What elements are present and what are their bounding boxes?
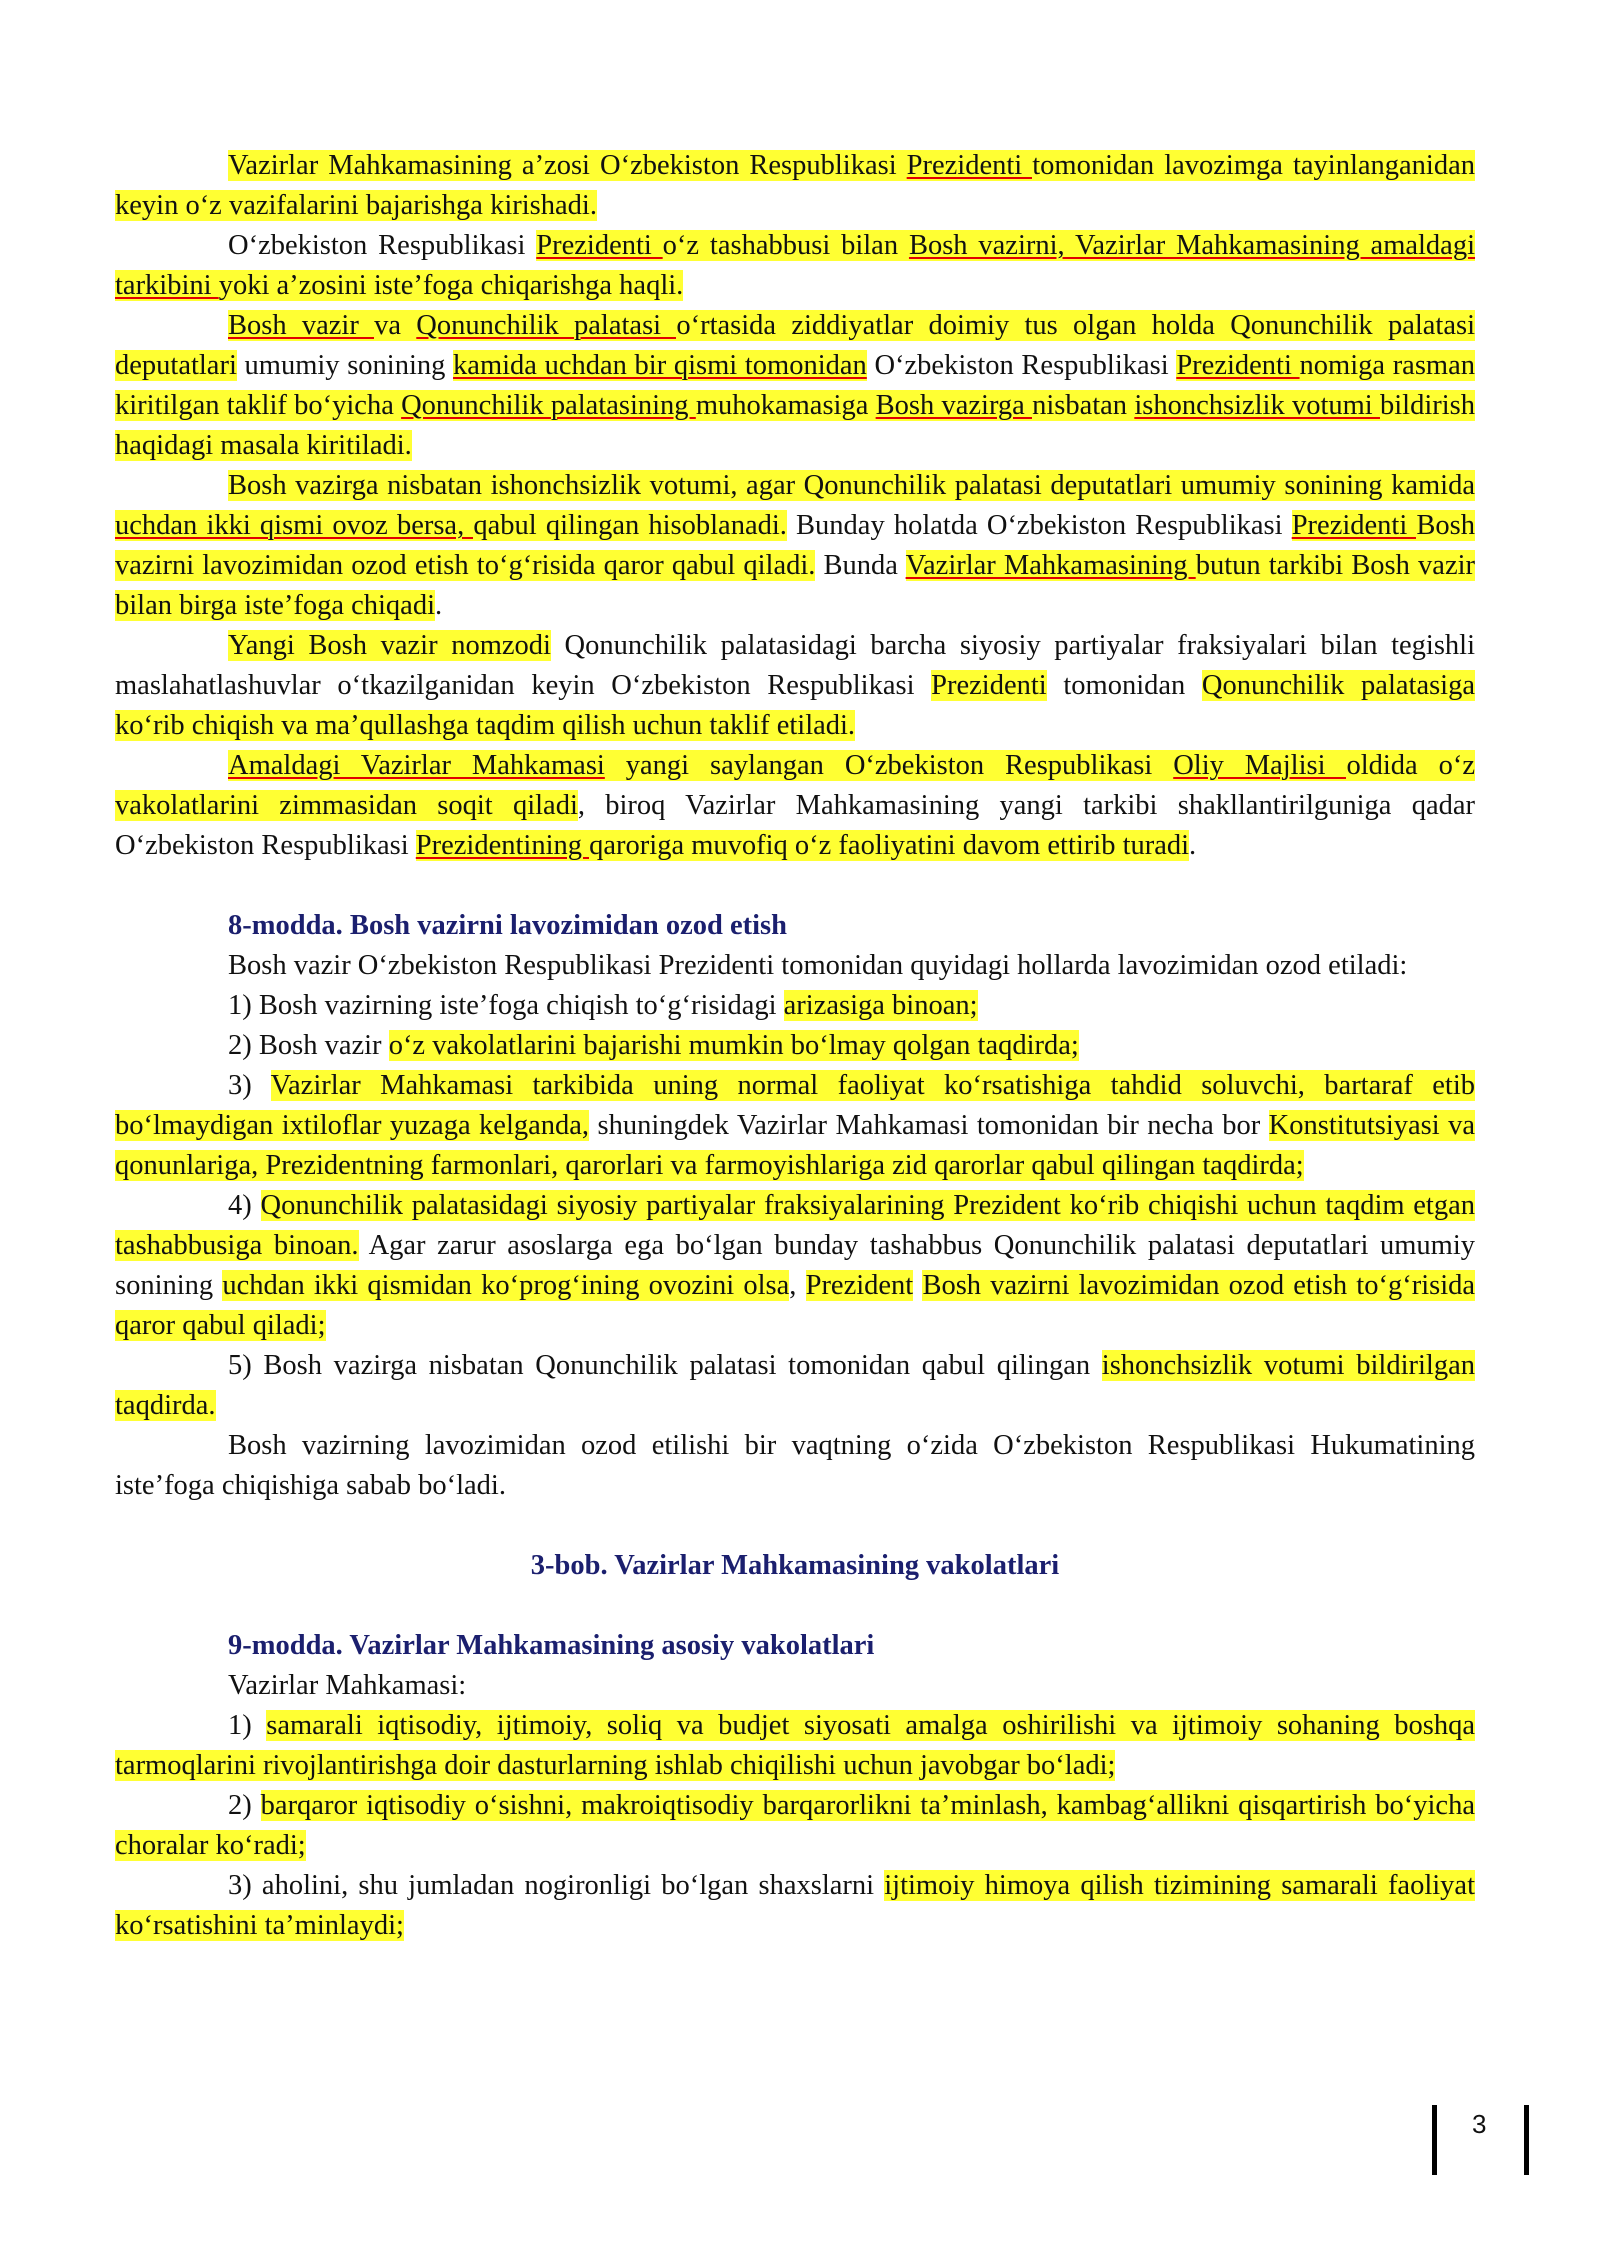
document-page [115,146,1475,1946]
chapter-heading: 3-bob. Vazirlar Mahkamasining vakolatlari [530,1550,1060,1581]
paragraph: Bosh vazir va Qonunchilik palatasi o‘rtasida ziddiyatlar doimiy tus olgan holda Qonunchilik palatasi deputatlari umumiy sonining kamida uchdan bir qismi tomonidan O‘zbekiston Respublikasi Prezidenti nomiga rasman kiritilgan taklif bo‘yicha Qonunchilik palatasining muhokamasiga Bosh vazirga nisbatan ishonchsizlik votumi bildirish haqidagi masala kiritiladi. [115,310,1475,461]
list-item: 1) Bosh vazirning iste’foga chiqish to‘g‘risidagi arizasiga binoan; [228,990,978,1021]
paragraph: Vazirlar Mahkamasi: [228,1670,467,1701]
paragraph: Bosh vazirning lavozimidan ozod etilishi bir vaqtning o‘zida O‘zbekiston Respublikasi Hukumatining iste’foga chiqishiga sabab bo‘ladi. [115,1430,1475,1501]
paragraph: O‘zbekiston Respublikasi Prezidenti o‘z tashabbusi bilan Bosh vazirni, Vazirlar Mahkamasining amaldagi tarkibini yoki a’zosini iste’foga chiqarishga haqli. [115,230,1476,301]
paragraph: Amaldagi Vazirlar Mahkamasi yangi saylangan O‘zbekiston Respublikasi Oliy Majlisi oldida o‘z vakolatlarini zimmasidan soqit qiladi, biroq Vazirlar Mahkamasining yangi tarkibi shakllantirilguniga qadar O‘zbekiston Respublikasi Prezidentining qaroriga muvofiq o‘z faoliyatini davom ettirib turadi. [115,750,1475,861]
list-item: 4) Qonunchilik palatasidagi siyosiy partiyalar fraksiyalarining Prezident ko‘rib chiqishi uchun taqdim etgan tashabbusiga binoan. Agar zarur asoslarga ega bo‘lgan bunday tashabbus Qonunchilik palatasi deputatlari umumiy sonining uchdan ikki qismidan ko‘prog‘ining ovozini olsa, Prezident Bosh vazirni lavozimidan ozod etish to‘g‘risida qaror qabul qiladi; [115,1190,1476,1341]
spacer [115,866,1475,906]
spacer [115,1586,1475,1626]
paragraph: Bosh vazirga nisbatan ishonchsizlik votumi, agar Qonunchilik palatasi deputatlari umumiy sonining kamida uchdan ikki qismi ovoz bersa, qabul qilingan hisoblanadi. Bunday holatda O‘zbekiston Respublikasi Prezidenti Bosh vazirni lavozimidan ozod etish to‘g‘risida qaror qabul qiladi. Bunda Vazirlar Mahkamasining butun tarkibi Bosh vazir bilan birga iste’foga chiqadi. [115,470,1476,621]
list-item: 1) samarali iqtisodiy, ijtimoiy, soliq va budjet siyosati amalga oshirilishi va ijtimoiy sohaning boshqa tarmoqlarini rivojlantirishga doir dasturlarning ishlab chiqilishi uchun javobgar bo‘ladi; [115,1710,1475,1781]
page-number: 3 [1472,2109,1487,2139]
list-item: 2) barqaror iqtisodiy o‘sishni, makroiqtisodiy barqarorlikni ta’minlash, kambag‘allikni qisqartirish bo‘yicha choralar ko‘radi; [115,1790,1475,1861]
list-item: 3) aholini, shu jumladan nogironligi bo‘lgan shaxslarni ijtimoiy himoya qilish tizimining samarali faoliyat ko‘rsatishini ta’minlaydi; [115,1870,1475,1941]
list-item: 3) Vazirlar Mahkamasi tarkibida uning normal faoliyat ko‘rsatishiga tahdid soluvchi, bartaraf etib bo‘lmaydigan ixtiloflar yuzaga kelganda, shuningdek Vazirlar Mahkamasi tomonidan bir necha bor Konstitutsiyasi va qonunlariga, Prezidentning farmonlari, qarorlari va farmoyishlariga zid qarorlar qabul qilingan taqdirda; [115,1070,1475,1181]
paragraph: Bosh vazir O‘zbekiston Respublikasi Prezidenti tomonidan quyidagi hollarda lavozimidan ozod etiladi: [228,950,1408,981]
article-8-heading: 8-modda. Bosh vazirni lavozimidan ozod etish [228,910,787,941]
paragraph: Yangi Bosh vazir nomzodi Qonunchilik palatasidagi barcha siyosiy partiyalar fraksiyalari bilan tegishli maslahatlashuvlar o‘tkazilganidan keyin O‘zbekiston Respublikasi Prezidenti tomonidan Qonunchilik palatasiga ko‘rib chiqish va ma’qullashga taqdim qilish uchun taklif etiladi. [115,630,1476,741]
article-9-heading: 9-modda. Vazirlar Mahkamasining asosiy vakolatlari [228,1630,875,1661]
divider [1524,2105,1529,2175]
spacer [115,1506,1475,1546]
paragraph: Vazirlar Mahkamasining a’zosi O‘zbekiston Respublikasi Prezidenti tomonidan lavozimga tayinlanganidan keyin o‘z vazifalarini bajarishga kirishadi. [115,150,1475,221]
list-item: 5) Bosh vazirga nisbatan Qonunchilik palatasi tomonidan qabul qilingan ishonchsizlik votumi bildirilgan taqdirda. [115,1350,1475,1421]
list-item: 2) Bosh vazir o‘z vakolatlarini bajarishi mumkin bo‘lmay qolgan taqdirda; [228,1030,1079,1061]
page-number-footer [1432,2105,1532,2175]
divider [1432,2105,1437,2175]
